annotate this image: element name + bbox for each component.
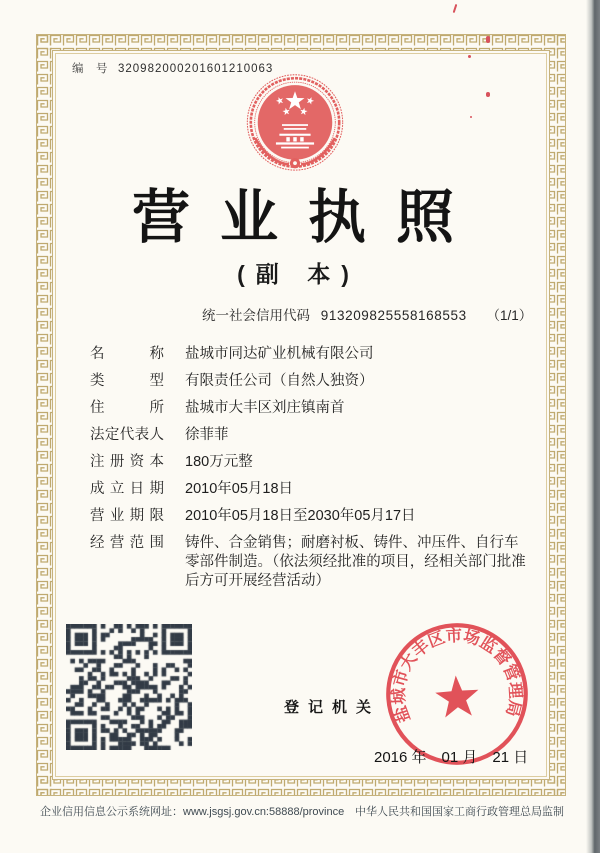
credit-code-label: 统一社会信用代码	[202, 308, 310, 323]
seal-text	[384, 621, 526, 727]
field-label-char: 日	[129, 481, 145, 497]
field-label-char: 业	[109, 508, 125, 524]
field-label-char: 经	[90, 535, 105, 551]
field-row	[90, 507, 526, 526]
field-value: 2010年05月18日	[185, 481, 294, 497]
national-emblem-icon	[243, 72, 347, 185]
border-right	[550, 34, 566, 796]
field-label-char: 型	[149, 373, 164, 389]
credit-code-line	[202, 304, 532, 324]
field-label	[90, 372, 164, 391]
serial-number: 320982000201601210063	[118, 63, 274, 75]
field-label	[90, 453, 164, 472]
border-left	[36, 34, 52, 796]
seal-star-icon	[434, 674, 480, 718]
field-label-char: 本	[149, 454, 164, 470]
field-label-char: 营	[109, 535, 125, 551]
field-label-char: 定	[104, 427, 120, 443]
footer-public-system-url: 企业信用信息公示系统网址：www.jsgsj.gov.cn:58888/province	[40, 806, 345, 818]
field-value: 有限责任公司（自然人独资）	[185, 373, 374, 389]
field-label-char: 营	[90, 508, 105, 524]
field-label-char: 围	[149, 535, 164, 551]
field-label	[90, 399, 164, 418]
field-label-char: 住	[90, 400, 105, 416]
field-label-char: 名	[90, 346, 105, 362]
red-ink-speck	[468, 55, 471, 58]
field-label-char: 法	[90, 427, 105, 443]
field-label-char: 期	[149, 481, 164, 497]
field-label-char: 代	[119, 427, 135, 443]
border-bottom	[36, 780, 566, 796]
red-ink-speck	[486, 92, 490, 97]
field-label-char: 册	[109, 454, 125, 470]
field-value: 180万元整	[185, 454, 253, 470]
page-indicator: （1/1）	[486, 308, 533, 323]
field-row	[90, 453, 526, 472]
scan-edge-shadow	[586, 0, 600, 853]
field-value: 盐城市大丰区刘庄镇南首	[185, 400, 345, 416]
field-value: 盐城市同达矿业机械有限公司	[185, 346, 374, 362]
license-subtitle: (副 本)	[237, 261, 360, 287]
field-row	[90, 480, 526, 499]
field-value: 2010年05月18日至2030年05月17日	[185, 508, 416, 524]
field-label-char: 类	[90, 373, 105, 389]
field-label-char: 成	[90, 481, 105, 497]
field-label-char: 称	[149, 346, 164, 362]
red-ink-speck	[453, 4, 458, 13]
issue-date: 2016 年 01 月 21 日	[374, 749, 529, 766]
field-row	[90, 372, 526, 391]
field-label	[90, 345, 164, 364]
serial-label: 编 号	[72, 63, 108, 75]
footer-authority-imprint: 中华人民共和国国家工商行政管理总局监制	[355, 806, 564, 818]
field-row	[90, 534, 526, 591]
qr-code	[66, 624, 192, 750]
field-row	[90, 399, 526, 418]
field-label-char: 范	[129, 535, 145, 551]
registration-authority-label: 登记机关	[284, 699, 381, 716]
field-label-char: 所	[149, 400, 164, 416]
footer	[40, 803, 564, 819]
red-ink-speck	[486, 36, 490, 43]
credit-code-value: 913209825558168553	[320, 308, 467, 323]
field-row	[90, 426, 526, 445]
field-value: 徐菲菲	[185, 427, 229, 443]
field-label-char: 立	[109, 481, 125, 497]
license-title: 营业执照	[131, 185, 484, 250]
field-label	[90, 534, 164, 553]
field-label	[90, 507, 164, 526]
seal-text-path: 盐城市大丰区市场监督管理局	[389, 626, 525, 725]
fields	[90, 345, 526, 599]
field-label	[90, 480, 164, 499]
field-label-char: 注	[90, 454, 105, 470]
field-label-char: 资	[129, 454, 145, 470]
red-ink-speck	[470, 116, 472, 118]
field-label-char: 表	[134, 427, 150, 443]
field-label-char: 人	[149, 427, 164, 443]
field-value: 铸件、合金销售；耐磨衬板、铸件、冲压件、自行车零部件制造。（依法须经批准的项目，经相关部门批准后方可开展经营活动）	[185, 535, 526, 589]
field-row	[90, 345, 526, 364]
field-label-char: 期	[129, 508, 145, 524]
field-label-char: 限	[149, 508, 164, 524]
field-label	[90, 426, 164, 445]
